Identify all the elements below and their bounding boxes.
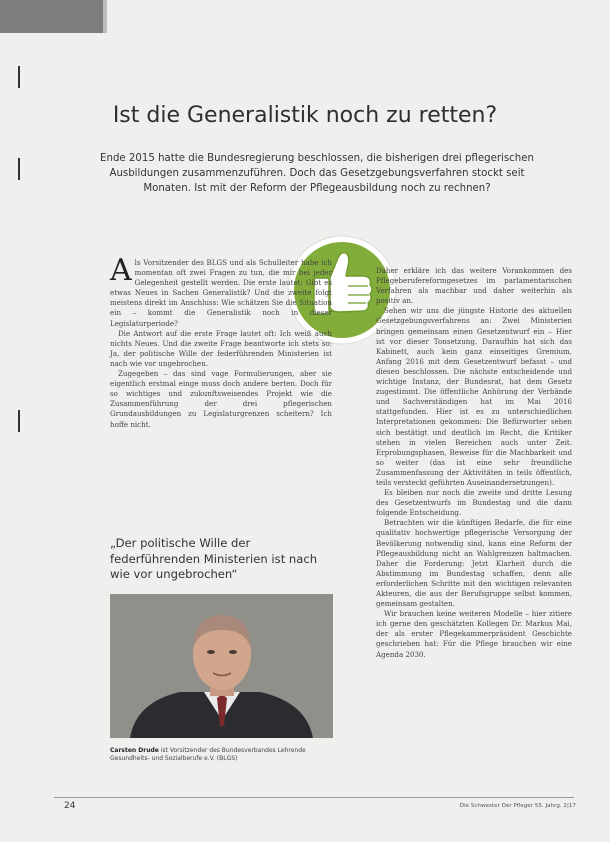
paragraph: Als Vorsitzender des BLGS und als Schulleiter habe ich momentan oft zwei Fragen zu tun, die mir bei jeder Gelegenheit gestellt werden. Die erste lautet: Gibt es etwas Neues in Sachen Generalistik? Und die zweite folgt meistens direkt im Anschluss: Wie schätzen Sie die Situation ein – kommt die Generalistik noch in dieser Legislaturperiode?: [110, 253, 332, 328]
edge-mark-top: [18, 66, 20, 88]
article-column-left: [110, 253, 332, 430]
paragraph: Betrachten wir die künftigen Bedarfe, die für eine qualitativ hochwertige pflegerische Versorgung der Bevölkerung notwendig sind, kann eine Reform der Pflegeausbildung nicht an Wahlgrenzen haltmachen. Daher die Forderung: Jetzt Klarheit durch die Abstimmung im Bundestag schaffen, denn alle erforderlichen Schritte mit den wichtigen relevanten Akteuren, die aus der Berufsgruppe selbst kommen, gemeinsam gestalten.: [376, 518, 572, 609]
publication-footer: Die Schwester Der Pfleger 55. Jahrg. 2|17: [459, 803, 576, 809]
portrait-photo: [110, 594, 333, 738]
corner-tab-edge: [103, 0, 107, 33]
drop-cap: A: [110, 253, 132, 288]
corner-tab-decoration: [0, 0, 103, 33]
edge-mark-lower: [18, 410, 20, 432]
article-title: Ist die Generalistik noch zu retten?: [112, 103, 498, 128]
paragraph: Sehen wir uns die jüngste Historie des aktuellen Gesetzgebungsverfahrens an: Zwei Ministerien bringen gemeinsam einen Gesetzentwurf ein – Hier ist vor dieser Tonsetzung. Daraufhin hat sich das Kabinett, auch kein ganz einseitiges Gremium, Anfang 2016 mit dem Gesetzentwurf befasst – und diesen beschlossen. Die nächste entscheidende und wichtige Instanz, der Bundesrat, hat dem Gesetz zugestimmt. Die öffentliche Anhörung der Verbände und Sachverständigen hat im Mai 2016 stattgefunden. Hier ist es zu unterschiedlichen Interpretationen gekommen: Die Befürworter sehen sich bestätigt und deutlich im Recht, die Kritiker stehen in vielen Bereichen auch unter Zeit. Erprobungsphasen, Beweise für die Machbarkeit und so weiter (das ist eine sehr freundliche Zusammenfassung der Aktivitäten in teils öffentlich, teils versteckt geführten Auseinandersetzungen).: [376, 306, 572, 487]
caption-text: ist Vorsitzender des Bundesverbandes Lehrende Gesundheits- und Sozialberufe e.V. (BLGS): [110, 747, 306, 763]
paragraph: Die Antwort auf die erste Frage lautet oft: Ich weiß auch nichts Neues. Und die zweite Frage beantworte ich stets so: Ja, der politische Wille der federführenden Ministerien ist nach wie vor ungebrochen.: [110, 328, 332, 368]
photo-caption: [110, 747, 332, 764]
article-column-right: [376, 266, 572, 660]
page-number: 24: [64, 801, 76, 811]
caption-name: Carsten Drude: [110, 747, 159, 754]
edge-mark-mid: [18, 158, 20, 180]
paragraph: Es bleiben nur noch die zweite und dritte Lesung des Gesetzentwurfs im Bundestag und die dann folgende Entscheidung.: [376, 488, 572, 518]
paragraph: Daher erkläre ich das weitere Vorankommen des Pflegeberufereformgesetzes im parlamentarischen Verfahren als machbar und daher weiterhin als positiv an.: [376, 266, 572, 306]
paragraph: Wir brauchen keine weiteren Modelle – hier zitiere ich gerne den geschätzten Kollegen Dr. Markus Mai, der als erster Pflegekammerpräsident Geschichte geschrieben hat: Für die Pflege brauchen wir eine Agenda 2030.: [376, 609, 572, 659]
pull-quote: „Der politische Wille der federführenden Ministerien ist nach wie vor ungebrochen“: [110, 536, 318, 581]
paragraph: Zugegeben – das sind vage Formulierungen, aber sie eigentlich erstmal einge muss doch andere berten. Doch für so wichtiges und zukunftsweisendes Projekt wie die Zusammenführung der drei pflegerischen Grundausbildungen zu Legislaturgrenzen scheitern? Ich hoffe nicht.: [110, 369, 332, 429]
footer-rule: [54, 797, 574, 798]
article-lead: Ende 2015 hatte die Bundesregierung beschlossen, die bisherigen drei pflegerischen Ausbildungen zusammenzuführen. Doch das Gesetzgebungsverfahren stockt seit Monaten. Ist mit der Reform der Pflegeausbildung noch zu rechnen?: [100, 153, 534, 194]
